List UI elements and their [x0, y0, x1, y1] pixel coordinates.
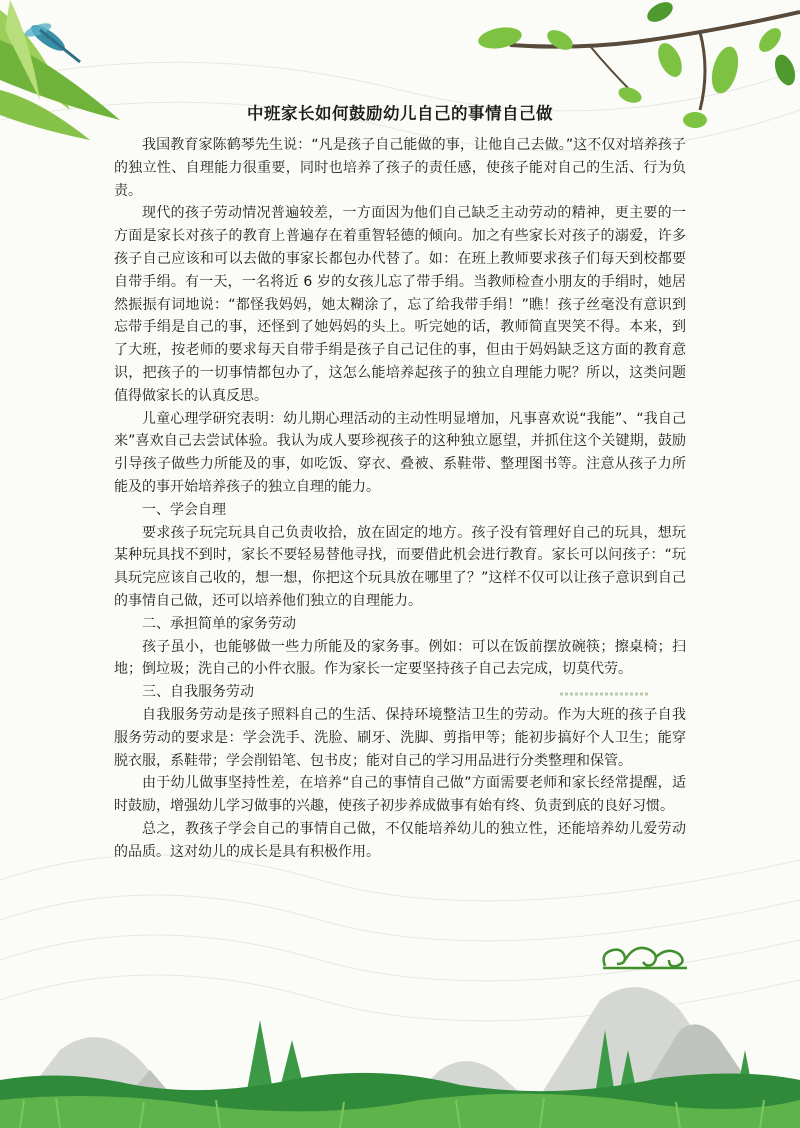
- paragraph-intro: 我国教育家陈鹤琴先生说：“凡是孩子自己能做的事，让他自己去做。”这不仅对培养孩子的独立性、自理能力很重要，同时也培养了孩子的责任感，使孩子能对自己的生活、行为负责。: [114, 137, 686, 199]
- paragraph-self-service: 自我服务劳动是孩子照料自己的生活、保持环境整洁卫生的劳动。作为大班的孩子自我服务劳动的要求是：学会洗手、洗脸、刷牙、洗脚、剪指甲等；能初步搞好个人卫生；能穿脱衣服，系鞋带；学会削铅笔、包书皮；能对自己的学习用品进行分类整理和保管。: [114, 706, 686, 769]
- paragraph-current-situation: 现代的孩子劳动情况普遍较差，一方面因为他们自己缺乏主动劳动的精神，更主要的一方面是家长对孩子的教育上普遍存在着重智轻德的倾向。加之有些家长对孩子的溺爱，许多孩子自己应该和可以去做的事家长都包办代替了。如：在班上教师要求孩子们每天到校都要自带手绢。有一天，一名将近 6 岁的女孩儿忘了带手绢。当教师检查小朋友的手绢时，她居然振振有词地说：“都怪我妈妈，她太糊涂了，忘了给我带手绢！”瞧！孩子丝毫没有意识到忘带手绢是自己的事，还怪到了她妈妈的头上。听完她的话，教师简直哭笑不得。本来，到了大班，按老师的要求每天自带手绢是孩子自己记住的事，但由于妈妈缺乏这方面的教育意识，把孩子的一切事情都包办了，这怎么能培养起孩子的独立自理能力呢？所以，这类问题值得做家长的认真反思。: [114, 205, 686, 404]
- bottom-landscape-decoration: [0, 960, 800, 1128]
- section-heading-self-care: 一、学会自理: [142, 501, 226, 518]
- section-heading-self-service: 三、自我服务劳动: [142, 684, 254, 701]
- paragraph-psychology: 儿童心理学研究表明：幼儿期心理活动的主动性明显增加，凡事喜欢说“我能”、“我自己来”喜欢自己去尝试体验。我认为成人要珍视孩子的这种独立愿望，并抓住这个关键期，鼓励引导孩子做些力所能及的事，如吃饭、穿衣、叠被、系鞋带、整理图书等。注意从孩子力所能及的事开始培养孩子的独立自理的能力。: [114, 410, 686, 495]
- paragraph-persistence: 由于幼儿做事坚持性差，在培养“自己的事情自己做”方面需要老师和家长经常提醒，适时鼓励，增强幼儿学习做事的兴趣，使孩子初步养成做事有始有终、负责到底的良好习惯。: [114, 775, 686, 815]
- document-body: [114, 100, 686, 864]
- paragraph-self-care: 要求孩子玩完玩具自己负责收拾，放在固定的地方。孩子没有管理好自己的玩具，想玩某种玩具找不到时，家长不要轻易替他寻找，而要借此机会进行教育。家长可以问孩子：“玩具玩完应该自己收的，想一想，你把这个玩具放在哪里了？”这样不仅可以让孩子意识到自己的事情自己做，还可以培养他们独立的自理能力。: [114, 524, 686, 609]
- paragraph-housework: 孩子虽小，也能够做一些力所能及的家务事。例如：可以在饭前摆放碗筷；擦桌椅；扫地；倒垃圾；洗自己的小件衣服。作为家长一定要坚持孩子自己去完成，切莫代劳。: [114, 638, 686, 678]
- section-heading-housework: 二、承担简单的家务劳动: [142, 615, 296, 632]
- document-title: 中班家长如何鼓励幼儿自己的事情自己做: [247, 104, 553, 123]
- paragraph-conclusion: 总之，教孩子学会自己的事情自己做，不仅能培养幼儿的独立性，还能培养幼儿爱劳动的品质。这对幼儿的成长是具有积极作用。: [114, 820, 686, 860]
